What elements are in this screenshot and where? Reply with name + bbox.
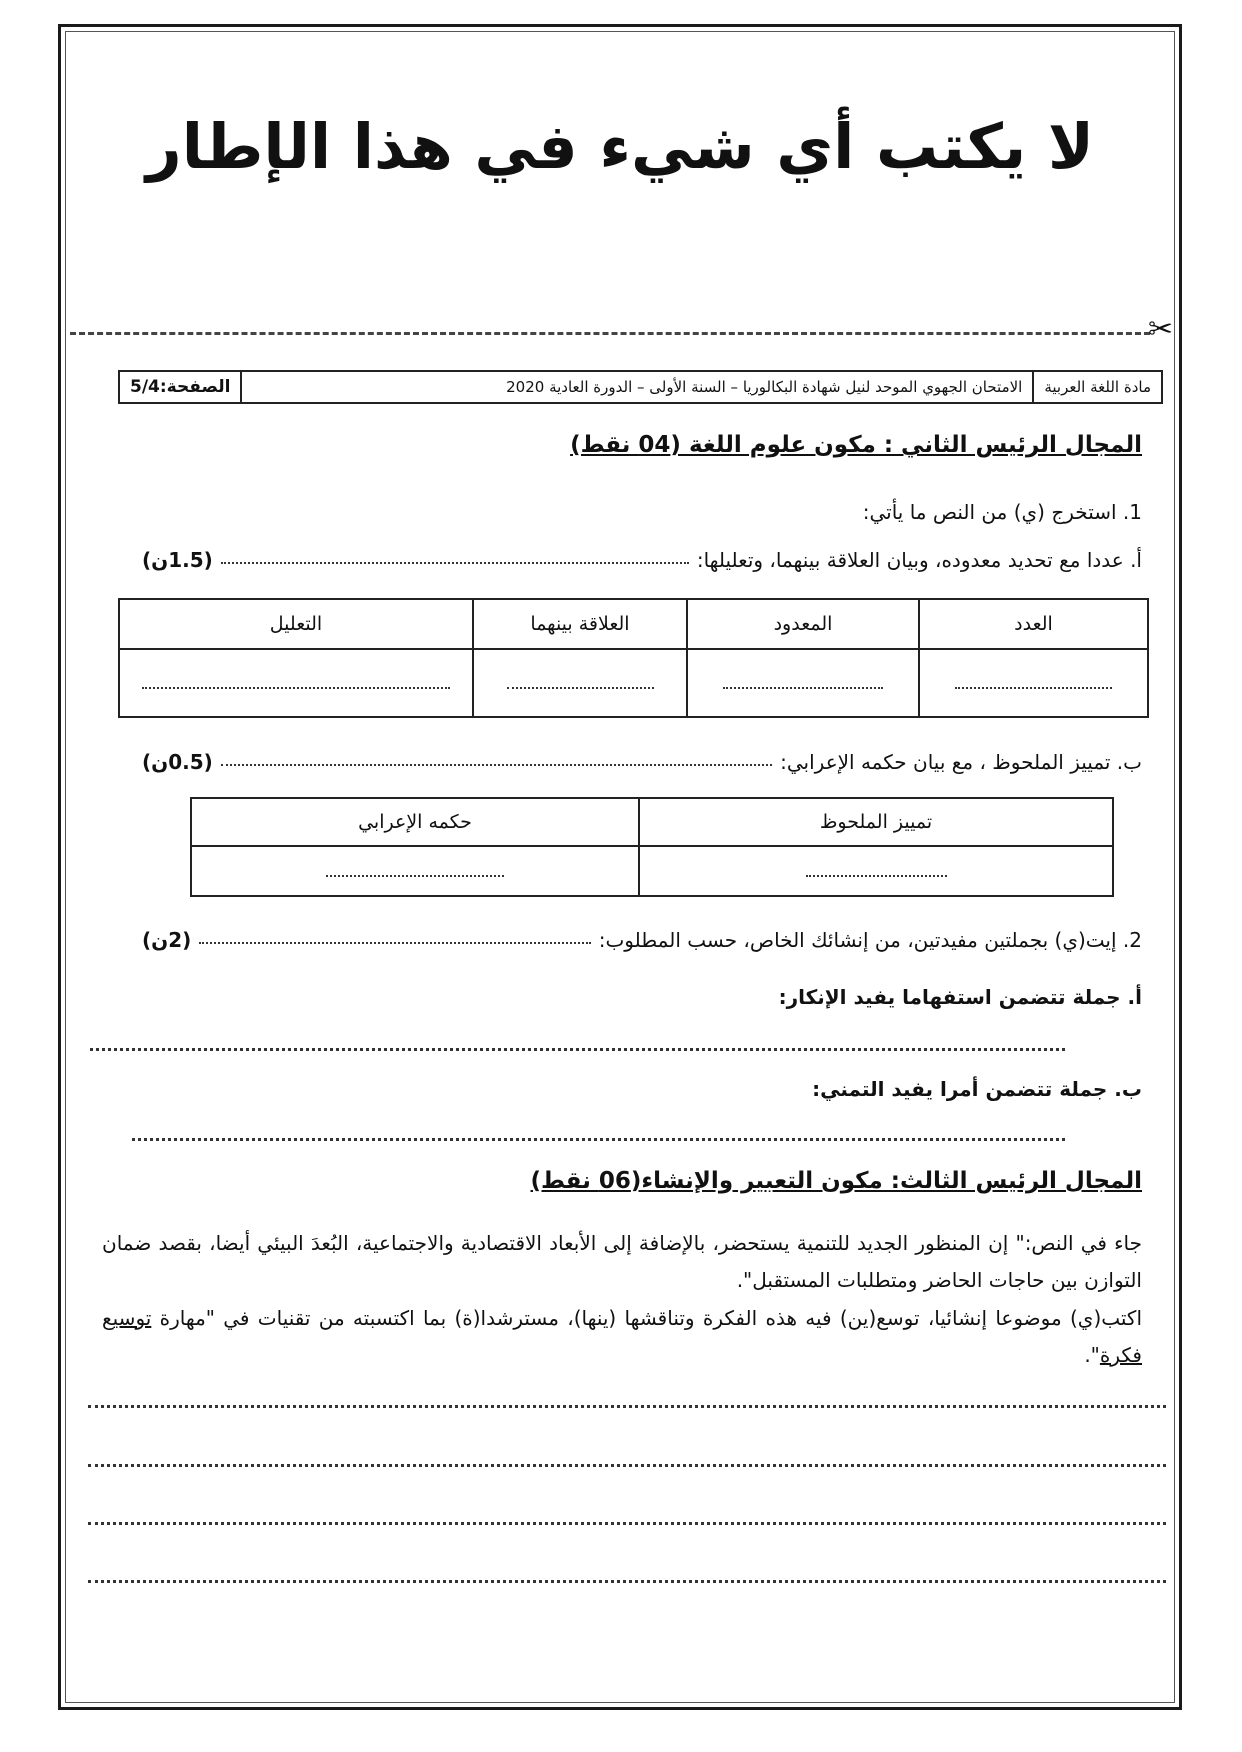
answer-cell[interactable]	[191, 846, 639, 896]
answer-cell[interactable]	[119, 649, 473, 717]
task-end: ".	[1084, 1343, 1100, 1367]
header-tamyeez: تمييز الملحوظ	[639, 798, 1113, 846]
question-1a-row	[142, 548, 1142, 572]
header-relation: العلاقة بينهما	[473, 599, 687, 649]
answer-cell[interactable]	[687, 649, 919, 717]
question-1b-points: (0.5ن)	[142, 750, 213, 774]
answer-line[interactable]	[132, 1138, 1065, 1141]
answer-cell[interactable]	[639, 846, 1113, 896]
question-2a: أ. جملة تتضمن استفهاما يفيد الإنكار:	[778, 985, 1142, 1009]
section2-title: المجال الرئيس الثاني : مكون علوم اللغة (04 نقط)	[570, 432, 1142, 458]
exam-header	[118, 370, 1163, 404]
question-2b: ب. جملة تتضمن أمرا يفيد التمني:	[812, 1077, 1142, 1101]
dotted-leader	[199, 936, 590, 944]
tamyeez-table	[190, 797, 1114, 897]
question-1a-points: (1.5ن)	[142, 548, 213, 572]
cut-line	[70, 332, 1150, 335]
header-irab: حكمه الإعرابي	[191, 798, 639, 846]
task-paragraph	[102, 1300, 1142, 1374]
question-1b: ب. تمييز الملحوظ ، مع بيان حكمه الإعرابي:	[780, 750, 1142, 774]
answer-line[interactable]	[88, 1464, 1166, 1467]
dotted-leader	[221, 758, 772, 766]
quote-text: جاء في النص:" إن المنظور الجديد للتنمية يستحضر، بالإضافة إلى الأبعاد الاقتصادية والاجتماعية، البُعدَ البيئي أيضا، بقصد ضمان التوازن بين حاجات الحاضر ومتطلبات المستقبل".	[102, 1231, 1142, 1292]
question-1: 1. استخرج (ي) من النص ما يأتي:	[862, 500, 1142, 524]
quote-paragraph	[102, 1225, 1142, 1299]
answer-line[interactable]	[88, 1522, 1166, 1525]
question-1a: أ. عددا مع تحديد معدوده، وبيان العلاقة بينهما، وتعليلها:	[696, 548, 1142, 572]
task-text: اكتب(ي) موضوعا إنشائيا، توسع(ين) فيه هذه الفكرة وتناقشها (ينها)، مسترشدا(ة) بما اكتسبته من تقنيات في "مهارة	[151, 1306, 1142, 1330]
question-2: 2. إيت(ي) بجملتين مفيدتين، من إنشائك الخاص، حسب المطلوب:	[598, 928, 1142, 952]
answer-line[interactable]	[90, 1048, 1065, 1051]
answer-line[interactable]	[88, 1405, 1166, 1408]
answer-cell[interactable]	[919, 649, 1148, 717]
dotted-leader	[221, 556, 689, 564]
section3-title: المجال الرئيس الثالث: مكون التعبير والإنشاء(06 نقط)	[530, 1168, 1142, 1194]
scissors-icon: ✂	[1148, 312, 1174, 347]
header-number: العدد	[919, 599, 1148, 649]
number-table	[118, 598, 1149, 718]
do-not-write-banner: لا يكتب أي شيء في هذا الإطار	[146, 110, 1094, 183]
task-skill: توسيع فكرة	[102, 1306, 1142, 1367]
question-1b-row	[142, 750, 1142, 774]
header-justification: التعليل	[119, 599, 473, 649]
question-2-points: (2ن)	[142, 928, 192, 952]
header-counted: المعدود	[687, 599, 919, 649]
answer-cell[interactable]	[473, 649, 687, 717]
subject-label: مادة اللغة العربية	[1032, 372, 1161, 402]
exam-label: الامتحان الجهوي الموحد لنيل شهادة البكالوريا – السنة الأولى – الدورة العادية 2020	[506, 378, 1023, 396]
answer-line[interactable]	[88, 1580, 1166, 1583]
page-number: الصفحة:5/4	[120, 372, 242, 402]
question-2-row	[142, 928, 1142, 952]
